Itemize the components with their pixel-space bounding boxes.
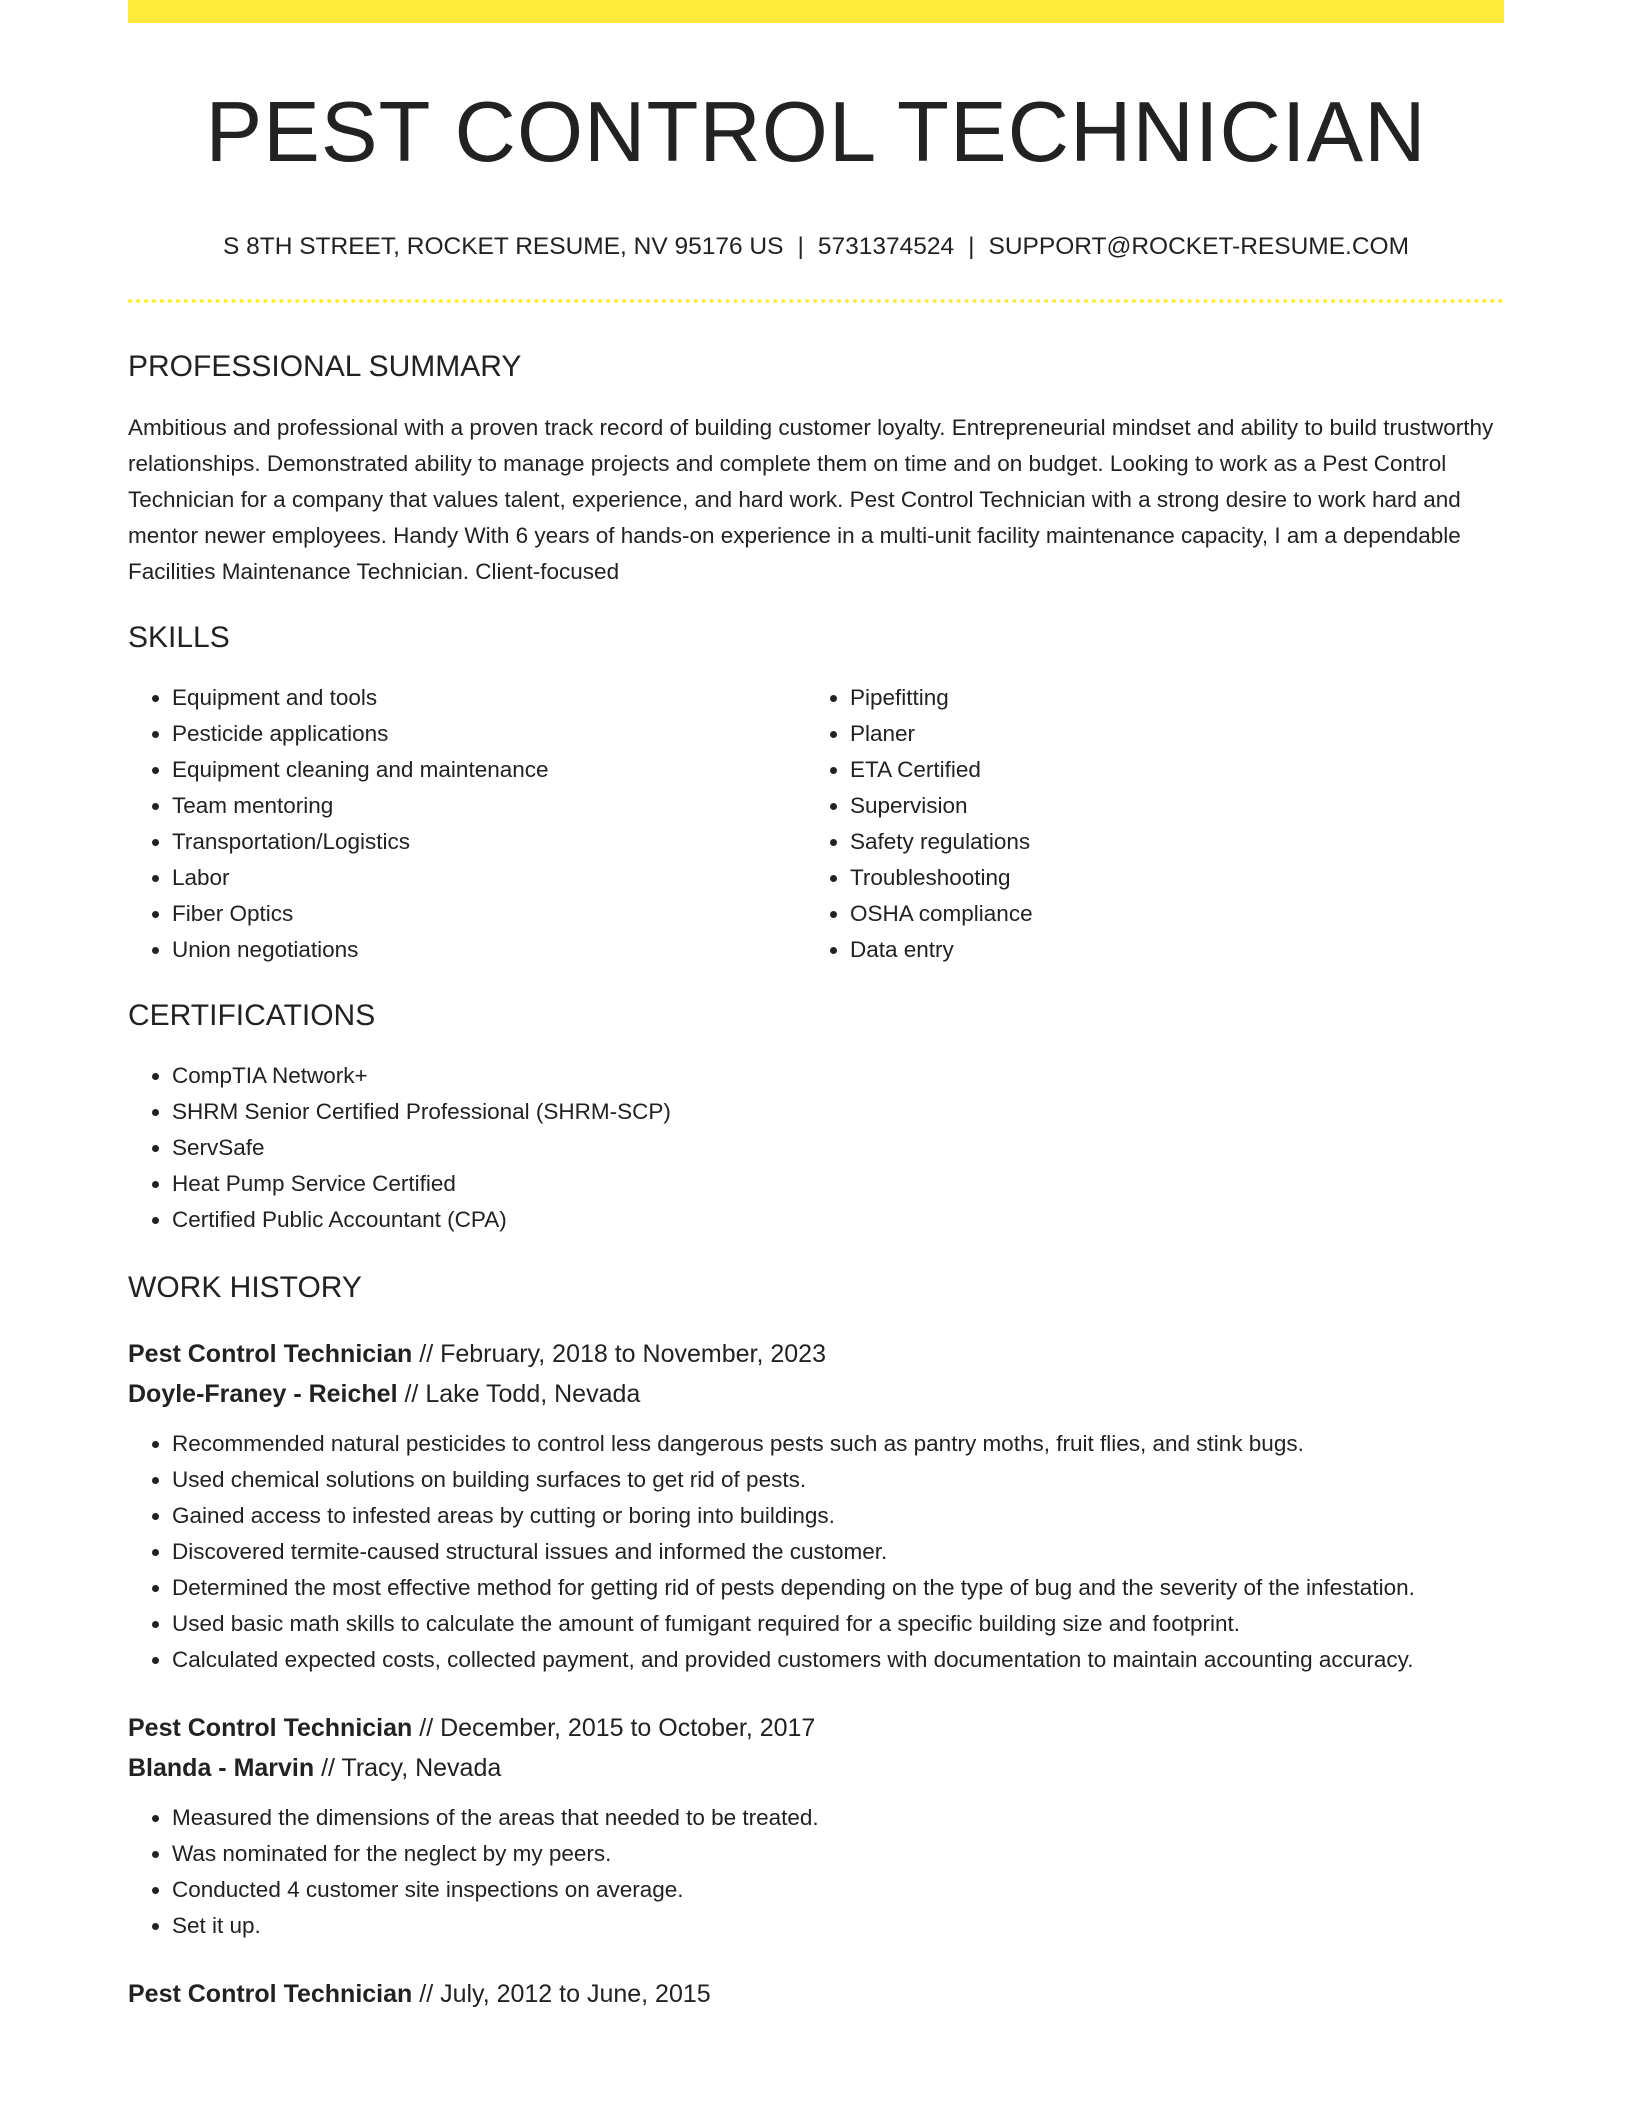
certification-item: • Heat Pump Service Certified [172,1166,1504,1202]
skill-item: • Planer [850,716,1484,752]
job-bullet: • Set it up. [172,1908,1504,1944]
job-bullet-list [128,1426,1504,1678]
skill-item: • Pipefitting [850,680,1484,716]
job-bullet: • Calculated expected costs, collected payment, and provided customers with documentation to maintain accounting accuracy. [172,1642,1504,1678]
job-title-line [128,1708,1504,1748]
skill-item: • OSHA compliance [850,896,1484,932]
skill-item: • Transportation/Logistics [172,824,806,860]
job-location: // Lake Todd, Nevada [397,1379,641,1408]
skills-list-right [806,680,1484,968]
skill-item: • Data entry [850,932,1484,968]
skill-item: • Supervision [850,788,1484,824]
contact-separator: | [968,232,975,260]
skill-item: • ETA Certified [850,752,1484,788]
skills-column-left [128,680,806,968]
job-dates: // February, 2018 to November, 2023 [412,1339,826,1368]
job-company-line [128,1748,1504,1788]
job-bullet: • Recommended natural pesticides to control less dangerous pests such as pantry moths, fruit flies, and stink bugs. [172,1426,1504,1462]
resume-page [128,0,1504,2014]
skill-item: • Safety regulations [850,824,1484,860]
skill-item: • Equipment cleaning and maintenance [172,752,806,788]
job-bullet: • Conducted 4 customer site inspections on average. [172,1872,1504,1908]
job-company-line [128,1374,1504,1414]
skill-item: • Team mentoring [172,788,806,824]
skills-list-left [128,680,806,968]
job-title: Pest Control Technician [128,1339,413,1368]
skill-item: • Labor [172,860,806,896]
job-entry [128,1974,1504,2014]
job-bullet: • Measured the dimensions of the areas that needed to be treated. [172,1800,1504,1836]
job-title: Pest Control Technician [128,1713,413,1742]
certification-item: • CompTIA Network+ [172,1058,1504,1094]
contact-line [128,232,1504,261]
job-title: Pest Control Technician [128,1979,413,2008]
skill-item: • Fiber Optics [172,896,806,932]
job-company: Doyle-Franey - Reichel [128,1379,398,1408]
job-title-line [128,1974,1504,2014]
dotted-divider [128,299,1504,303]
summary-text: Ambitious and professional with a proven track record of building customer loyalty. Entrepreneurial mindset and ability to build trustworthy relationships. Demonstrated ability to manage projects and complete them on time and on budget. Looking to work as a Pest Control Technician for a company that values talent, experience, and hard work. Pest Control Technician with a strong desire to work hard and mentor newer employees. Handy With 6 years of hands-on experience in a multi-unit facility maintenance capacity, I am a dependable Facilities Maintenance Technician. Client-focused [128,414,1494,584]
skill-item: • Union negotiations [172,932,806,968]
job-bullet: • Determined the most effective method for getting rid of pests depending on the type of bug and the severity of the infestation. [172,1570,1504,1606]
skill-item: • Pesticide applications [172,716,806,752]
job-bullet: • Used chemical solutions on building surfaces to get rid of pests. [172,1462,1504,1498]
job-bullet: • Gained access to infested areas by cutting or boring into buildings. [172,1498,1504,1534]
work-history-heading: WORK HISTORY [128,1270,362,1304]
certification-item: • Certified Public Accountant (CPA) [172,1202,1504,1238]
job-entry [128,1708,1504,1944]
contact-phone: 5731374524 [817,232,955,260]
certifications-heading: CERTIFICATIONS [128,998,376,1032]
job-company: Blanda - Marvin [128,1753,315,1782]
summary-heading: PROFESSIONAL SUMMARY [128,349,522,383]
skills-heading: SKILLS [128,620,230,654]
job-entry [128,1334,1504,1678]
job-location: // Tracy, Nevada [314,1753,502,1782]
skill-item: • Troubleshooting [850,860,1484,896]
skills-columns [128,680,1504,968]
certification-item: • SHRM Senior Certified Professional (SHRM-SCP) [172,1094,1504,1130]
job-bullet: • Used basic math skills to calculate the amount of fumigant required for a specific building size and footprint. [172,1606,1504,1642]
contact-email: SUPPORT@ROCKET-RESUME.COM [988,232,1410,260]
job-bullet: • Discovered termite-caused structural issues and informed the customer. [172,1534,1504,1570]
job-dates: // July, 2012 to June, 2015 [412,1979,711,2008]
skill-item: • Equipment and tools [172,680,806,716]
accent-top-bar [128,0,1504,23]
certifications-list [128,1058,1504,1238]
contact-separator: | [797,232,804,260]
skills-column-right [806,680,1484,968]
job-dates: // December, 2015 to October, 2017 [412,1713,816,1742]
resume-title: PEST CONTROL TECHNICIAN [205,85,1427,180]
contact-address: S 8TH STREET, ROCKET RESUME, NV 95176 US [222,232,784,260]
job-title-line [128,1334,1504,1374]
job-bullet: • Was nominated for the neglect by my peers. [172,1836,1504,1872]
certification-item: • ServSafe [172,1130,1504,1166]
job-bullet-list [128,1800,1504,1944]
